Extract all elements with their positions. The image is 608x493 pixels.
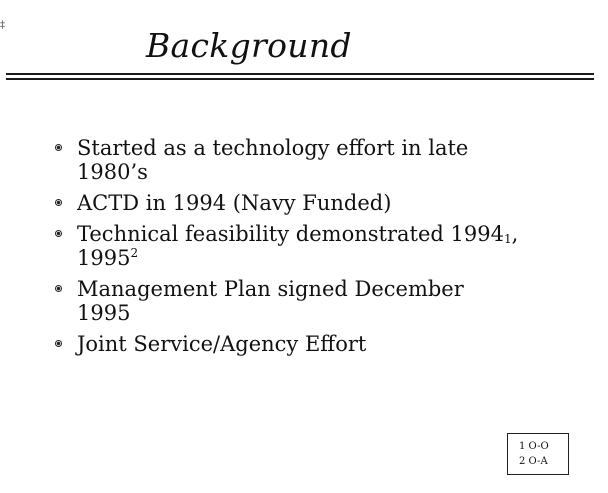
bullet-text: Started as a technology effort in late 1980’s: [77, 136, 469, 184]
footnote-line-1: 1 O-O: [519, 441, 549, 452]
bullet-text: [77, 222, 518, 270]
title-rule-thin: [6, 73, 594, 75]
bullet-text-part: , 1995: [77, 222, 519, 270]
footnote-ref-2: 2: [130, 246, 139, 260]
bullet-circle-icon: [55, 340, 62, 347]
footnote-box: [507, 433, 569, 475]
title-rule-thick: [6, 78, 594, 80]
stray-mark: ‡: [0, 20, 5, 31]
bullet-circle-icon: [55, 144, 62, 151]
bullet-item: [53, 332, 523, 356]
bullet-text: Joint Service/Agency Effort: [77, 332, 367, 356]
bullet-list: [53, 136, 523, 363]
bullet-circle-icon: [55, 199, 62, 206]
bullet-item: [53, 136, 523, 184]
bullet-item: [53, 191, 523, 215]
bullet-circle-icon: [55, 230, 62, 237]
slide-title: Background: [146, 26, 352, 66]
bullet-text: ACTD in 1994 (Navy Funded): [77, 191, 392, 215]
bullet-text-part: Technical feasibility demonstrated 1994: [77, 222, 504, 246]
footnote-ref-1: 1: [503, 232, 512, 246]
bullet-item: [53, 277, 523, 325]
bullet-item: [53, 222, 523, 270]
footnote-line-2: 2 O-A: [519, 456, 548, 467]
bullet-circle-icon: [55, 285, 62, 292]
bullet-text: Management Plan signed December 1995: [77, 277, 464, 325]
